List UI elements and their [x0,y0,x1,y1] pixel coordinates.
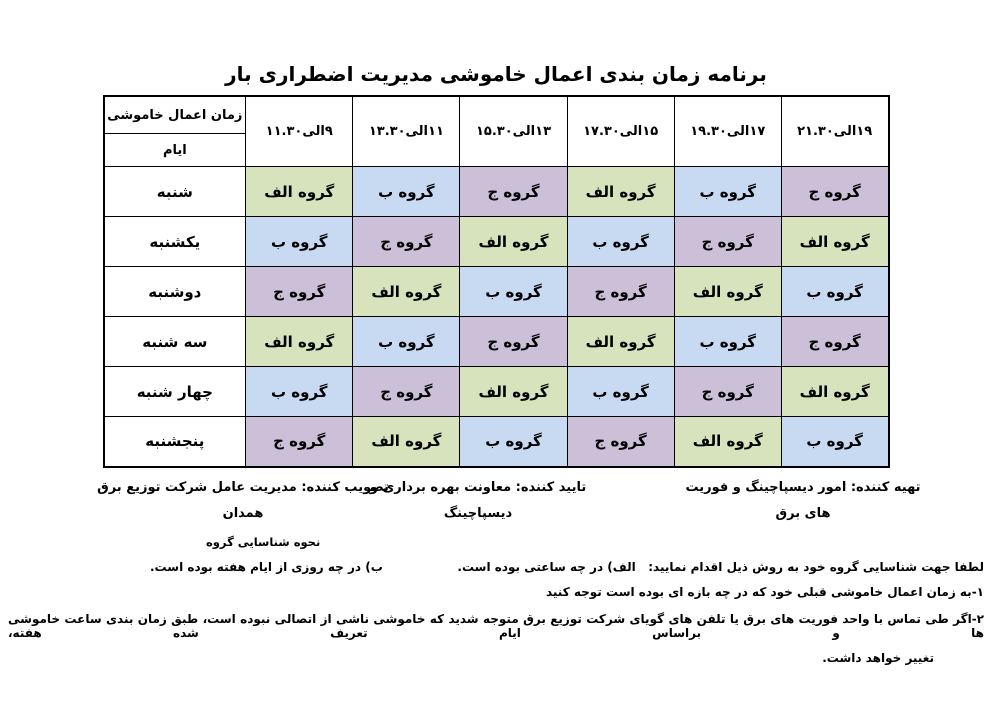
group-identification-heading-text: نحوه شناسایی گروه [206,534,321,549]
group-cell-be: گروه ب [567,367,674,417]
group-cell-be: گروه ب [567,217,674,267]
signature-prepared-by [685,475,920,528]
identification-note-2: ۲-اگر طی تماس با واحد فوریت های برق یا تلفن های گویای شرکت توزیع برق متوجه شدید که خاموشی ناشی از اتصالی نبوده است، طبق زمان بندی ساعت خاموشی ها و براساس ایام تعریف شده هفته، [8,611,984,640]
time-column-header: ۱۳الی۱۵.۳۰ [460,96,567,167]
group-cell-be: گروه ب [460,417,567,467]
group-cell-be: گروه ب [674,317,781,367]
schedule-row [104,167,889,217]
group-cell-jim: گروه ج [781,317,888,367]
group-cell-alef: گروه الف [460,367,567,417]
signature-line: تصویب کننده: مدیریت عامل شرکت توزیع برق [97,479,389,495]
signature-row [0,475,992,527]
signature-line: تایید کننده: معاونت بهره برداری و [369,479,587,495]
identification-intro-line [150,560,984,574]
group-cell-alef: گروه الف [353,417,460,467]
group-cell-jim: گروه ج [781,167,888,217]
group-cell-be: گروه ب [781,267,888,317]
group-cell-alef: گروه الف [246,317,353,367]
signature-line: همدان [222,506,264,522]
schedule-row [104,317,889,367]
schedule-row [104,417,889,467]
signature-approved-by [97,475,389,528]
group-cell-jim: گروه ج [567,267,674,317]
group-cell-jim: گروه ج [353,217,460,267]
schedule-table-body [104,167,889,467]
group-cell-jim: گروه ج [460,167,567,217]
group-cell-alef: گروه الف [781,217,888,267]
identification-intro-right: لطفا جهت شناسایی گروه خود به روش ذیل اقدام نمایید: الف) در چه ساعتی بوده است. [457,559,984,574]
time-column-header: ۱۷الی۱۹.۳۰ [674,96,781,167]
signature-line: های برق [775,506,831,522]
group-cell-alef: گروه الف [674,417,781,467]
group-cell-be: گروه ب [674,167,781,217]
corner-header-time-label: زمان اعمال خاموشی [105,97,246,134]
group-cell-alef: گروه الف [246,167,353,217]
group-cell-jim: گروه ج [674,367,781,417]
day-cell: شنبه [104,167,246,217]
group-cell-alef: گروه الف [674,267,781,317]
schedule-row [104,267,889,317]
group-cell-jim: گروه ج [460,317,567,367]
group-cell-alef: گروه الف [460,217,567,267]
group-cell-alef: گروه الف [567,167,674,217]
signature-line: دیسپاچینگ [443,506,513,522]
time-column-header: ۱۵الی۱۷.۳۰ [567,96,674,167]
group-cell-alef: گروه الف [567,317,674,367]
group-cell-be: گروه ب [353,167,460,217]
day-cell: سه شنبه [104,317,246,367]
day-cell: دوشنبه [104,267,246,317]
schedule-row [104,217,889,267]
group-cell-jim: گروه ج [246,267,353,317]
group-cell-be: گروه ب [353,317,460,367]
identification-note-1: ۱-به زمان اعمال خاموشی قبلی خود که در چه بازه ای بوده است توجه کنید [545,584,984,599]
corner-header-days-label: ایام [162,142,187,158]
time-column-header: ۹الی۱۱.۳۰ [246,96,353,167]
signature-verified-by [370,475,586,528]
group-cell-alef: گروه الف [781,367,888,417]
outage-schedule-table [103,95,890,468]
group-cell-be: گروه ب [460,267,567,317]
signature-line: تهیه کننده: امور دیسپاچینگ و فوریت [685,479,921,495]
day-cell: یکشنبه [104,217,246,267]
group-cell-be: گروه ب [246,367,353,417]
group-cell-alef: گروه الف [353,267,460,317]
time-column-header: ۱۹الی۲۱.۳۰ [781,96,888,167]
page-title: برنامه زمان بندی اعمال خاموشی مدیریت اضطراری بار [225,62,767,86]
schedule-row [104,367,889,417]
group-cell-jim: گروه ج [567,417,674,467]
group-cell-jim: گروه ج [674,217,781,267]
day-cell: چهار شنبه [104,367,246,417]
time-column-header: ۱۱الی۱۳.۳۰ [353,96,460,167]
identification-intro-left: ب) در چه روزی از ایام هفته بوده است. [150,559,383,574]
group-cell-jim: گروه ج [246,417,353,467]
day-cell: پنجشنبه [104,417,246,467]
group-cell-be: گروه ب [246,217,353,267]
group-cell-jim: گروه ج [353,367,460,417]
corner-header-cell [104,96,246,167]
group-cell-be: گروه ب [781,417,888,467]
identification-note-2-continuation: تغییر خواهد داشت. [822,650,934,665]
group-identification-heading [0,535,992,549]
table-header-row [104,96,889,167]
